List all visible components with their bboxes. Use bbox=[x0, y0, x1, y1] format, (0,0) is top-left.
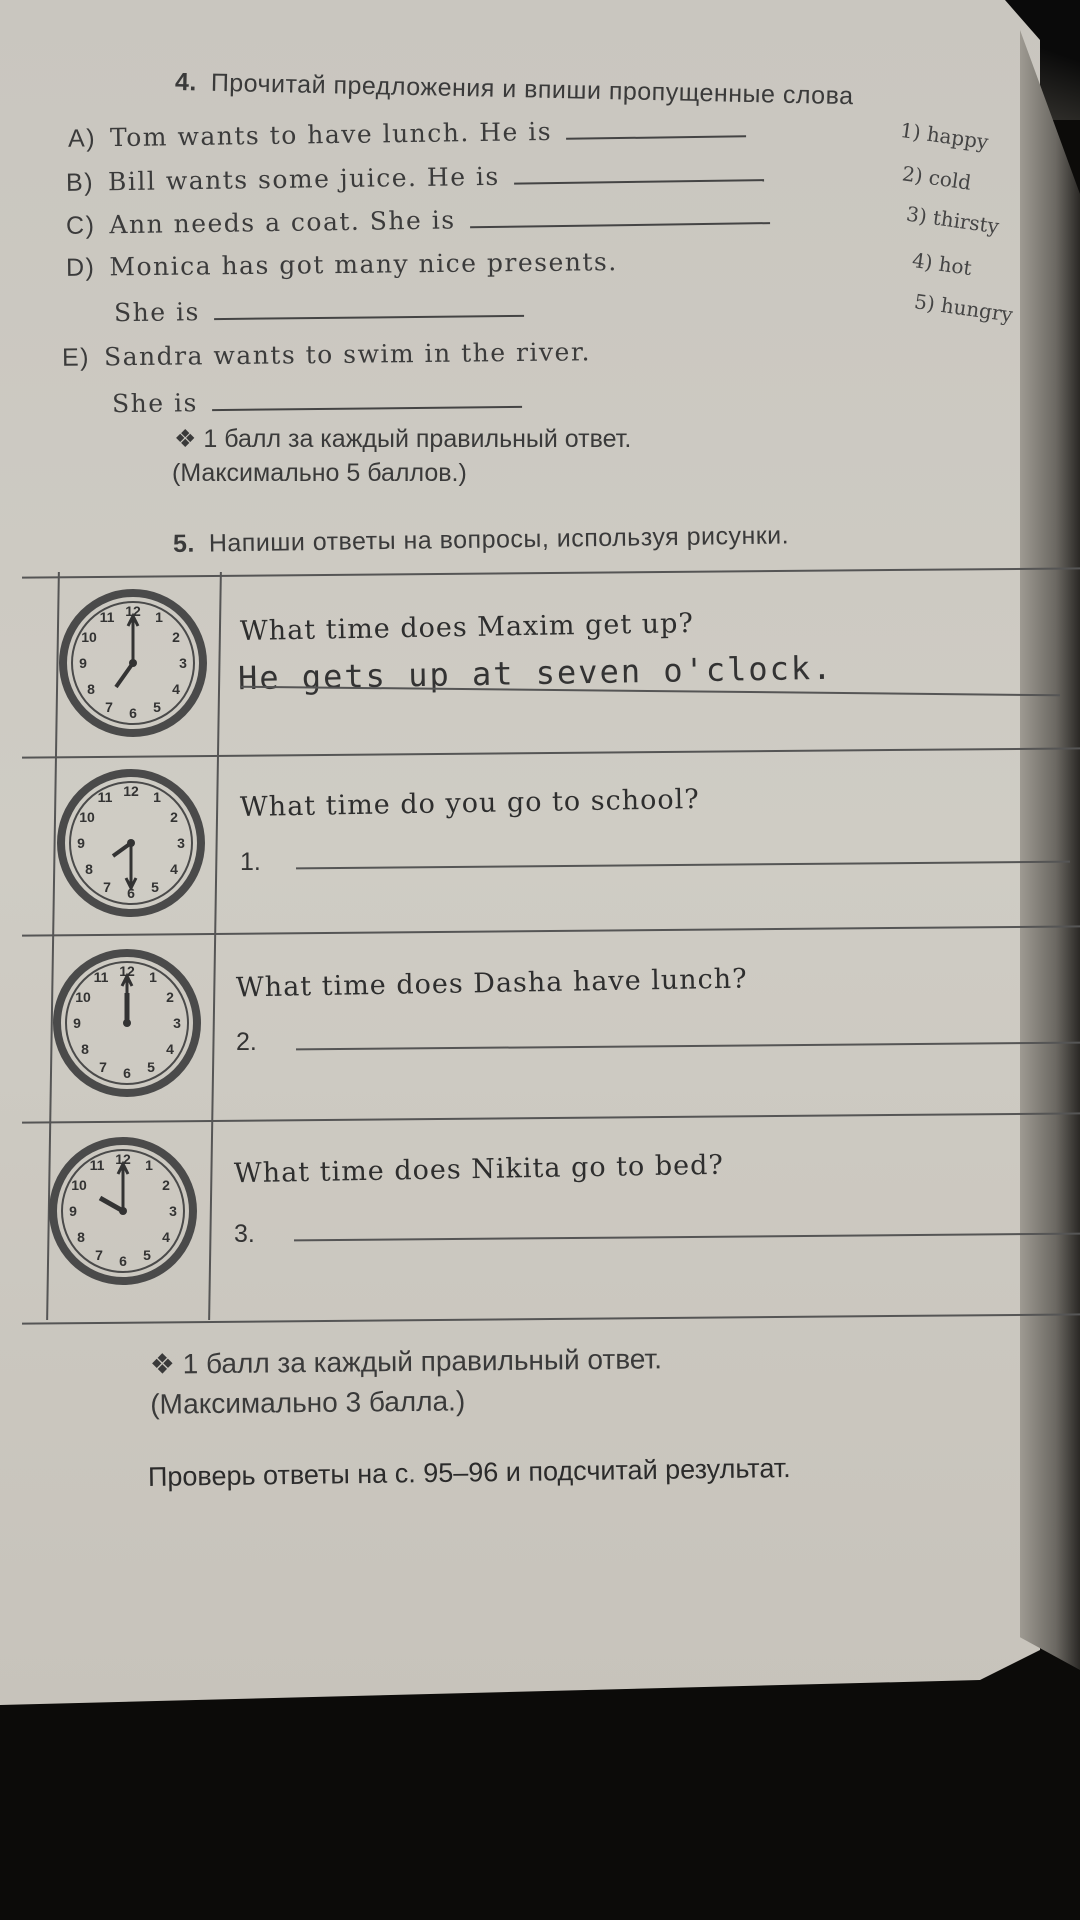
svg-text:7: 7 bbox=[105, 699, 113, 715]
sentence-e-letter: E) bbox=[61, 343, 91, 372]
svg-text:6: 6 bbox=[123, 1065, 131, 1081]
sentence-c-blank[interactable] bbox=[469, 200, 769, 228]
sentence-d bbox=[66, 247, 618, 283]
task5-points-line2: (Максимально 3 балла.) bbox=[150, 1385, 466, 1420]
svg-text:10: 10 bbox=[71, 1177, 87, 1193]
sentence-c-text: Ann needs a coat. She is bbox=[109, 205, 456, 240]
word-option-4: 4) hot bbox=[910, 247, 974, 281]
svg-text:9: 9 bbox=[73, 1015, 81, 1031]
svg-text:11: 11 bbox=[89, 1157, 105, 1173]
svg-text:1: 1 bbox=[153, 789, 161, 805]
svg-text:11: 11 bbox=[97, 789, 113, 805]
svg-text:6: 6 bbox=[129, 705, 137, 721]
svg-text:3: 3 bbox=[179, 655, 187, 671]
svg-text:1: 1 bbox=[145, 1157, 153, 1173]
task5-points-text1: 1 балл за каждый правильный ответ. bbox=[182, 1343, 663, 1380]
svg-text:12: 12 bbox=[119, 963, 135, 979]
sentence-e bbox=[62, 337, 591, 373]
clock-twelve-icon bbox=[52, 948, 202, 1098]
task4-number: 4. bbox=[174, 68, 198, 97]
sentence-b-letter: B) bbox=[65, 168, 95, 197]
task4-points bbox=[174, 422, 631, 490]
svg-text:2: 2 bbox=[170, 809, 178, 825]
table-row-divider-1 bbox=[22, 747, 1080, 758]
svg-text:6: 6 bbox=[127, 885, 135, 901]
svg-text:7: 7 bbox=[95, 1247, 103, 1263]
table-row-divider-2 bbox=[22, 925, 1080, 936]
svg-text:8: 8 bbox=[77, 1229, 85, 1245]
question-1: What time does Maxim get up? bbox=[239, 608, 695, 647]
table-column-divider bbox=[208, 572, 222, 1320]
sentence-e-blank[interactable] bbox=[212, 384, 522, 411]
svg-text:8: 8 bbox=[87, 681, 95, 697]
sentence-e-cont-text: She is bbox=[111, 388, 198, 419]
svg-text:8: 8 bbox=[81, 1041, 89, 1057]
question-4: What time does Nikita go to bed? bbox=[233, 1149, 725, 1190]
sentence-e-cont bbox=[112, 384, 522, 418]
task4-points-line2: (Максимально 5 баллов.) bbox=[172, 459, 467, 487]
task5-points bbox=[150, 1339, 663, 1424]
sentence-d-blank[interactable] bbox=[214, 293, 524, 320]
question-2: What time do you go to school? bbox=[239, 783, 700, 824]
question-3: What time does Dasha have lunch? bbox=[235, 963, 748, 1004]
word-option-2: 2) cold bbox=[900, 161, 973, 195]
bullet-icon: ❖ bbox=[149, 1348, 176, 1380]
task5-number: 5. bbox=[172, 529, 196, 558]
sentence-a-letter: A) bbox=[67, 124, 97, 153]
svg-text:12: 12 bbox=[125, 603, 141, 619]
svg-text:9: 9 bbox=[79, 655, 87, 671]
answer-1-handwritten[interactable]: He gets up at seven o'clock. bbox=[237, 648, 834, 698]
sentence-d-cont-text: She is bbox=[113, 297, 200, 328]
clock-ten-icon bbox=[48, 1136, 198, 1286]
sentence-d-cont bbox=[114, 293, 524, 327]
task5-points-line1 bbox=[150, 1339, 663, 1384]
svg-text:7: 7 bbox=[103, 879, 111, 895]
svg-text:5: 5 bbox=[143, 1247, 151, 1263]
svg-text:12: 12 bbox=[123, 783, 139, 799]
svg-text:3: 3 bbox=[177, 835, 185, 851]
sentence-d-text: Monica has got many nice presents. bbox=[109, 247, 618, 282]
svg-text:4: 4 bbox=[170, 861, 178, 877]
svg-text:2: 2 bbox=[166, 989, 174, 1005]
svg-text:5: 5 bbox=[147, 1059, 155, 1075]
bullet-icon: ❖ bbox=[174, 425, 197, 453]
clock-seven-icon bbox=[58, 588, 208, 738]
svg-text:7: 7 bbox=[99, 1059, 107, 1075]
clock-half-past-eight-icon bbox=[56, 768, 206, 918]
svg-text:4: 4 bbox=[162, 1229, 170, 1245]
svg-text:9: 9 bbox=[77, 835, 85, 851]
svg-text:1: 1 bbox=[149, 969, 157, 985]
task4-points-text1: 1 балл за каждый правильный ответ. bbox=[203, 425, 632, 453]
sentence-a-text: Tom wants to have lunch. He is bbox=[109, 116, 553, 153]
svg-text:12: 12 bbox=[115, 1151, 131, 1167]
svg-text:2: 2 bbox=[172, 629, 180, 645]
word-option-3: 3) thirsty bbox=[904, 201, 1001, 239]
sentence-a-blank[interactable] bbox=[566, 113, 746, 140]
task5-title-text: Напиши ответы на вопросы, используя рисунки. bbox=[208, 521, 790, 558]
sentence-b-text: Bill wants some juice. He is bbox=[107, 161, 500, 197]
svg-text:10: 10 bbox=[79, 809, 95, 825]
answer-2-number: 1. bbox=[240, 848, 261, 876]
svg-text:2: 2 bbox=[162, 1177, 170, 1193]
sentence-e-text: Sandra wants to swim in the river. bbox=[103, 337, 592, 372]
svg-text:9: 9 bbox=[69, 1203, 77, 1219]
svg-text:8: 8 bbox=[85, 861, 93, 877]
sentence-c-letter: C) bbox=[65, 211, 96, 240]
svg-text:4: 4 bbox=[166, 1041, 174, 1057]
sentence-b-blank[interactable] bbox=[514, 157, 764, 184]
footer-instruction: Проверь ответы на с. 95–96 и подсчитай результат. bbox=[147, 1453, 791, 1492]
svg-text:4: 4 bbox=[172, 681, 180, 697]
svg-text:5: 5 bbox=[151, 879, 159, 895]
task4-points-line1 bbox=[174, 422, 631, 456]
svg-text:11: 11 bbox=[99, 609, 115, 625]
svg-text:1: 1 bbox=[155, 609, 163, 625]
sentence-d-letter: D) bbox=[65, 253, 96, 282]
svg-text:10: 10 bbox=[81, 629, 97, 645]
svg-text:10: 10 bbox=[75, 989, 91, 1005]
svg-text:6: 6 bbox=[119, 1253, 127, 1269]
svg-text:3: 3 bbox=[173, 1015, 181, 1031]
word-option-1: 1) happy bbox=[898, 117, 990, 155]
svg-text:5: 5 bbox=[153, 699, 161, 715]
svg-text:3: 3 bbox=[169, 1203, 177, 1219]
task4-title-text: Прочитай предложения и впиши пропущенные слова bbox=[210, 68, 854, 111]
answer-3-number: 2. bbox=[236, 1028, 257, 1056]
word-option-5: 5) hungry bbox=[912, 289, 1015, 327]
table-row-divider-3 bbox=[22, 1112, 1080, 1123]
answer-4-number: 3. bbox=[234, 1220, 255, 1248]
svg-text:11: 11 bbox=[93, 969, 109, 985]
